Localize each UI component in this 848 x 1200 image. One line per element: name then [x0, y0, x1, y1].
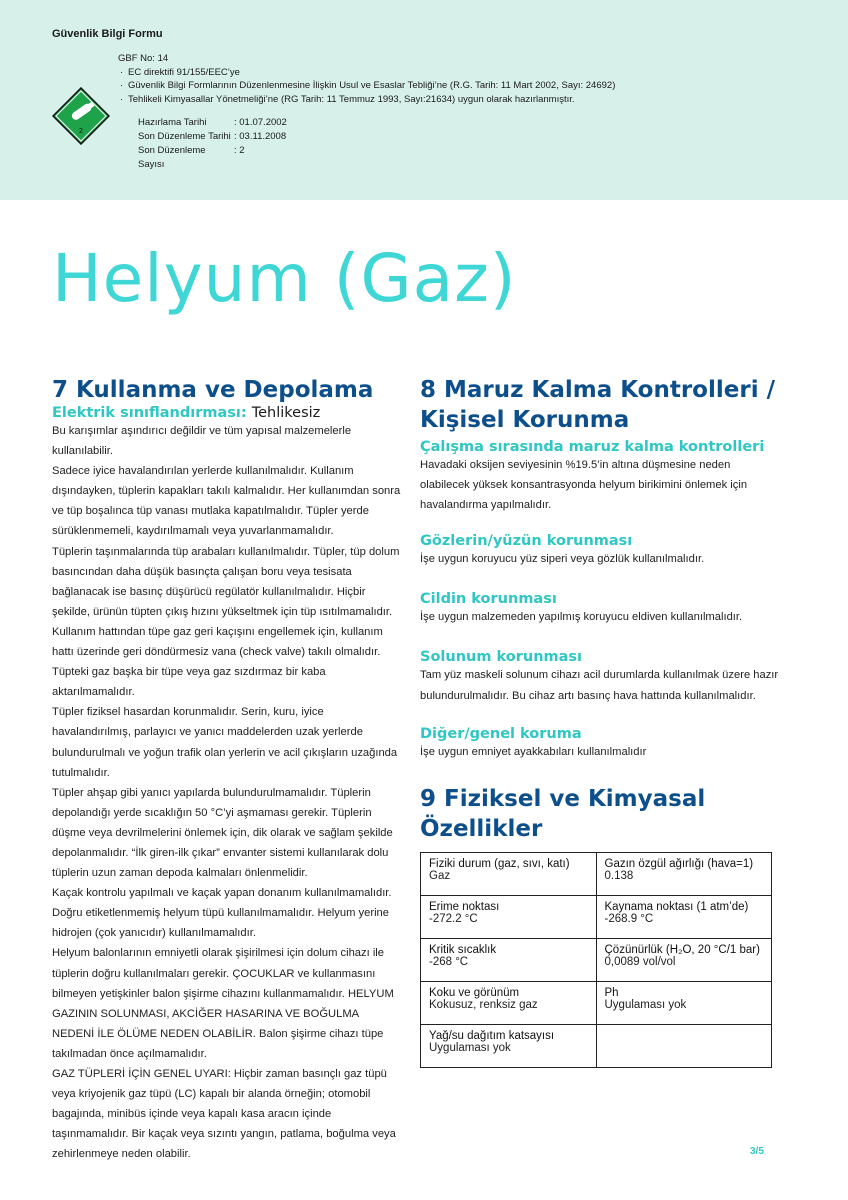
table-cell: [421, 1024, 597, 1067]
sub-value: Tehlikesiz: [251, 405, 321, 421]
property-value: -268 °C: [429, 955, 469, 968]
reference-item: · EC direktifi 91/155/EEC’ye: [118, 66, 615, 80]
table-cell: [596, 895, 772, 938]
heading-line: Kişisel Korunma: [420, 407, 630, 433]
block-text: İşe uygun malzemeden yapılmış koruyucu eldiven kullanılmalıdır.: [420, 611, 743, 624]
section-heading: 9 Fiziksel ve Kimyasal Özellikler: [420, 785, 706, 842]
section-body: [52, 421, 402, 1164]
paragraph: Tüpler fiziksel hasardan korunmalıdır. Serin, kuru, iyice havalandırılmış, parlayıcı ve yanıcı maddelerden uzak yerlerde bulundurulmalı ve yoğun trafik olan yerlerin ve acil çıkışların uzağında tutulmalıdır.: [52, 706, 398, 779]
heading-line: 8 Maruz Kalma Kontrolleri /: [420, 377, 775, 403]
table-row: [421, 938, 772, 981]
property-name: Kritik sıcaklık: [429, 943, 497, 956]
table-cell: [596, 852, 772, 895]
property-name: Kaynama noktası (1 atm’de): [604, 900, 749, 913]
block-title: Cildin korunması: [420, 591, 557, 608]
page-title: Helyum (Gaz): [52, 240, 517, 317]
property-value: Uygulaması yok: [604, 998, 687, 1011]
property-name: Ph: [604, 986, 619, 999]
date-value: : 01.07.2002: [234, 117, 287, 128]
table-cell: [421, 981, 597, 1024]
property-name: Koku ve görünüm: [429, 986, 520, 999]
reference-item: · Tehlikeli Kimyasallar Yönetmeliği’ne (RG Tarih: 11 Temmuz 1993, Sayı:21634) uygun olarak hazırlanmıştır.: [118, 93, 615, 107]
paragraph: GAZ TÜPLERİ İÇİN GENEL UYARI: Hiçbir zaman basınçlı gaz tüpü veya kriyojenik gaz tüpü (LC) kapalı bir alanda örneğin; otomobil bagajında, minibüs içinde veya kapalı kasa aracın içinde taşınmamalıdır. Bir kaçak veya sızıntı yangın, patlama, boğulma veya zehirlenmeye neden olabilir.: [52, 1068, 396, 1161]
respiratory-protection-block: [420, 649, 780, 705]
electrical-classification: [52, 405, 402, 421]
block-title: Çalışma sırasında maruz kalma kontrolleri: [420, 439, 765, 455]
property-name: Erime noktası: [429, 900, 500, 913]
property-value: 0,0089 vol/vol: [604, 955, 676, 968]
sub-label: Elektrik sınıflandırması:: [52, 405, 247, 421]
gas-cylinder-icon: [52, 87, 110, 145]
block-title: Solunum korunması: [420, 649, 583, 666]
section-7: [52, 375, 402, 1164]
paragraph: Helyum balonlarının emniyetli olarak şişirilmesi için dolum cihazı ile tüplerin doğru kullanılmaları gerekir. ÇOCUKLAR ve kullanmasını bilmeyen yetişkinler balon şişirme cihazını kullanmamalıdır. HELYUM GAZININ SOLUNMASI, AKCİĞER HASARINA VE BOĞULMA NEDENİ İLE ÖLÜME NEDEN OLABİLİR. Balon şişirme cihazı tüpe takılmadan önce açılmamalıdır.: [52, 947, 394, 1060]
table-cell: [596, 938, 772, 981]
properties-table: [420, 852, 772, 1068]
date-label: Son Düzenleme Tarihi: [138, 131, 231, 142]
block-text: Havadaki oksijen seviyesinin %19.5’in altına düşmesine neden olabilecek yüksek konsantrasyonda helyum birikimini önlemek için havalandırma yapılmalıdır.: [420, 459, 748, 512]
table-cell: [421, 938, 597, 981]
table-cell: [421, 895, 597, 938]
table-row: [421, 852, 772, 895]
table-cell: [421, 852, 597, 895]
page-number: 3/5: [750, 1146, 764, 1157]
reference-item: · Güvenlik Bilgi Formlarının Düzenlenmesine İlişkin Usul ve Esaslar Tebliği’ne (R.G. Tarih: 11 Mart 2002, Sayı: 24692): [118, 79, 615, 93]
section-heading: [420, 375, 780, 435]
property-value: Uygulaması yok: [429, 1041, 511, 1054]
general-protection-block: [420, 726, 780, 762]
skin-protection-block: [420, 591, 780, 627]
property-value: Gaz: [429, 869, 451, 882]
document-dates: [138, 116, 287, 172]
property-name: Yağ/su dağıtım katsayısı: [429, 1029, 555, 1042]
table-row: [421, 895, 772, 938]
hazard-class-number: 2: [79, 128, 83, 135]
paragraph: Bu karışımlar aşındırıcı değildir ve tüm yapısal malzemelerle kullanılabilir.: [52, 425, 352, 458]
date-value: : 2: [234, 145, 245, 156]
property-name: Gazın özgül ağırlığı (hava=1): [604, 857, 754, 870]
date-value: : 03.11.2008: [234, 131, 287, 142]
property-value: -272.2 °C: [429, 912, 478, 925]
date-label: Hazırlama Tarihi: [138, 117, 207, 128]
form-title: Güvenlik Bilgi Formu: [52, 28, 163, 40]
section-8-9: [420, 375, 780, 1068]
gbf-number: GBF No: 14: [118, 53, 169, 64]
date-label: Son Düzenleme Sayısı: [138, 145, 206, 170]
block-text: İşe uygun koruyucu yüz siperi veya gözlük kullanılmalıdır.: [420, 553, 705, 566]
paragraph: Sadece iyice havalandırılan yerlerde kullanılmalıdır. Kullanım dışındayken, tüplerin kapakları takılı kalmalıdır. Her kullanımdan sonra ve tüp boşalınca tüp vanası mutlaka kapatılmalıdır. Tüpler yerde sürüklenmemeli, kaydırılmamalı veya yuvarlanmamalıdır.: [52, 465, 401, 538]
paragraph: Tüpler ahşap gibi yanıcı yapılarda bulundurulmamalıdır. Tüplerin depolandığı yerde sıcaklığın 50 °C’yi aşmaması gerekir. Tüplerin düşme veya devrilmelerini önlemek için, dik olarak ve sağlam şekilde depolanmalıdır. “İlk giren-ilk çıkar” envanter sistemi kullanılarak dolu tüplerin uzun zaman depoda kalmaları önlenmelidir.: [52, 786, 393, 880]
property-value: 0.138: [604, 869, 634, 882]
paragraph: Kaçak kontrolu yapılmalı ve kaçak yapan donanım kullanılmamalıdır. Doğru etiketlenmemiş helyum tüpü kullanılmamalıdır. Helyum yerine hidrojen (çok yanıcıdır) kullanılmamalıdır.: [52, 887, 392, 940]
property-name: Fiziki durum (gaz, sıvı, katı): [429, 857, 570, 870]
block-title: Diğer/genel koruma: [420, 725, 582, 742]
table-cell: [596, 1024, 772, 1067]
block-text: Tam yüz maskeli solunum cihazı acil durumlarda kullanılmak üzere hazır bulundurulmalıdır. Bu cihaz artı basınç hava hattında kullanılmalıdır.: [420, 669, 779, 702]
property-value: -268.9 °C: [604, 912, 654, 925]
paragraph: Tüplerin taşınmalarında tüp arabaları kullanılmalıdır. Tüpler, tüp dolum basıncından daha düşük basınçta çalışan boru veya tesisata bağlanacak ise basınç düşürücü regülatör kullanılmalıdır. Hiçbir şekilde, ürünün tüpten çıkış hızını yükseltmek için tüp ısıtılmamalıdır. Kullanım hattından tüpe gaz geri kaçışını engellemek için, kullanım hattı üzerinde geri döndürmesiz vana (check valve) takılı olmalıdır. Tüpteki gaz başka bir tüpe veya gaz sızdırmaz bir kaba aktarılmamalıdır.: [52, 545, 400, 699]
exposure-controls-block: [420, 439, 780, 515]
table-row: [421, 1024, 772, 1067]
property-name: Çözünürlük (H₂O, 20 °C/1 bar): [604, 943, 760, 956]
table-row: [421, 981, 772, 1024]
section-heading: 7 Kullanma ve Depolama: [52, 377, 374, 403]
property-value: Kokusuz, renksiz gaz: [429, 998, 538, 1011]
eye-face-protection-block: [420, 533, 780, 569]
block-text: İşe uygun emniyet ayakkabıları kullanılmalıdır: [420, 745, 647, 758]
regulatory-references: [118, 52, 615, 106]
table-cell: [596, 981, 772, 1024]
block-title: Gözlerin/yüzün korunması: [420, 533, 633, 550]
